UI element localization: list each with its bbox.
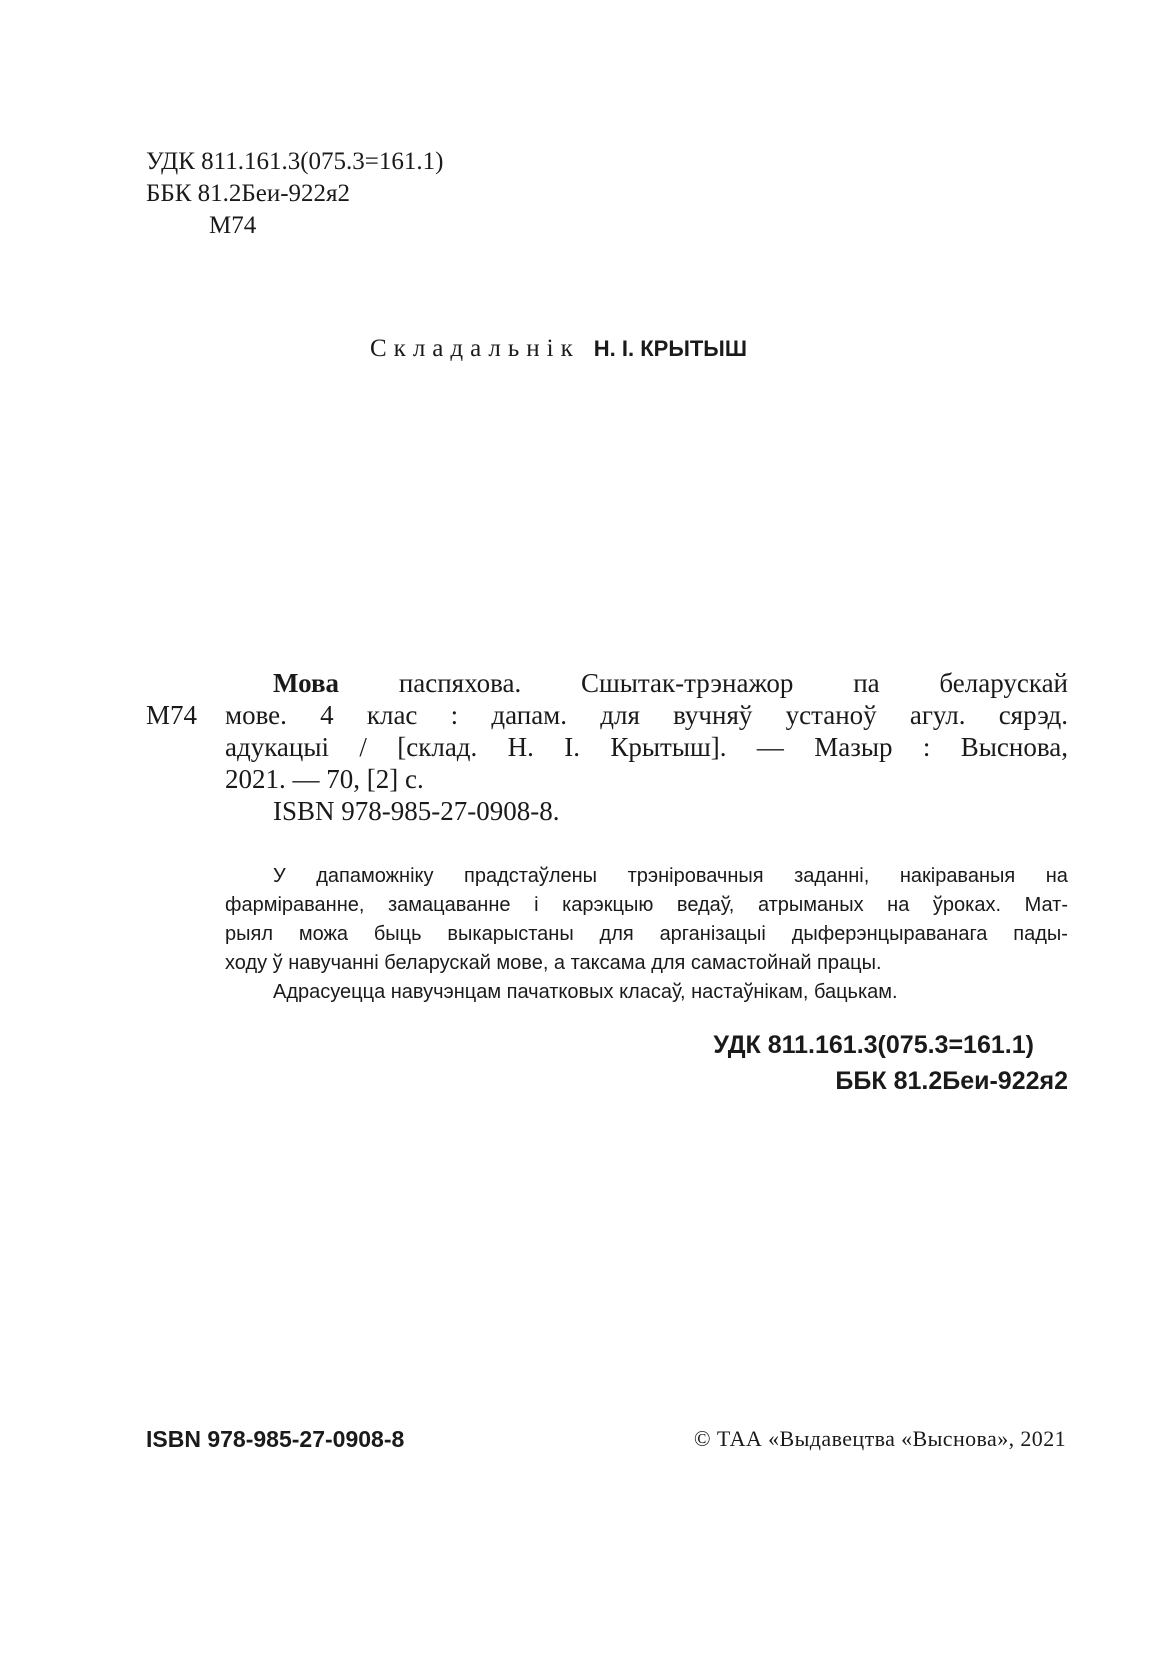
annotation-word: рыял (225, 923, 273, 945)
bibliographic-word: для (600, 700, 640, 730)
annotation-word: ведаў, (676, 894, 735, 916)
bibliographic-word: [склад. (397, 732, 478, 762)
bibliographic-word: агул. (909, 700, 966, 730)
annotation-word: дыферэнцыраванага (791, 923, 988, 945)
annotation-word: заданні, (794, 865, 870, 887)
annotation-word: трэніровачныя (627, 865, 764, 887)
bibliographic-author-code: М74 (146, 700, 198, 730)
bibliographic-word: адукацыі (225, 732, 330, 762)
bibliographic-word: І. (564, 732, 581, 762)
bibliographic-word: : (922, 732, 931, 762)
annotation-word: быць (373, 923, 422, 945)
bibliographic-word: : (450, 700, 459, 730)
bibliographic-word: Крытыш]. (610, 732, 727, 762)
bibliographic-word: Мазыр (814, 732, 893, 762)
isbn-footer: ISBN 978-985-27-0908-8 (146, 1426, 405, 1452)
bibliographic-line-3 (225, 731, 1068, 763)
annotation-word: для (599, 923, 634, 945)
annotation-word: ўроках. (932, 894, 1002, 916)
annotation-word: і (534, 894, 539, 916)
annotation-word: пады- (1013, 923, 1068, 945)
bbk-code: ББК 81.2Беи-922я2 (146, 180, 351, 207)
bibliographic-line-1 (225, 667, 1068, 699)
annotation-word: можа (298, 923, 348, 945)
annotation-word: арганізацыі (659, 923, 766, 945)
annotation-word: У (273, 865, 286, 887)
bibliographic-line-4: 2021. — 70, [2] с. (225, 764, 424, 794)
annotation-line-4: ходу ў навучанні беларускай мове, а таксама для самастойнай працы. (225, 952, 882, 974)
bibliographic-word: Сшытак-трэнажор (580, 668, 794, 698)
compiler-role: Складальнік (370, 335, 580, 362)
classification-codes-bold (713, 1027, 1068, 1099)
annotation-word: выкарыстаны (447, 923, 574, 945)
bibliographic-word: паспяхова. (398, 668, 522, 698)
annotation-word: атрыманых (757, 894, 864, 916)
annotation-word: на (1045, 865, 1068, 887)
annotation-word: карэкцыю (562, 894, 654, 916)
annotation (225, 862, 1068, 1007)
bibliographic-word: вучняў (673, 700, 753, 730)
bibliographic-word: / (359, 732, 367, 762)
bibliographic-word: 4 (320, 700, 334, 730)
udk-code: УДК 811.161.3(075.3=161.1) (146, 148, 444, 175)
annotation-line-5: Адрасуецца навучэнцам пачатковых класаў, настаўнікам, бацькам. (273, 981, 898, 1003)
udk-code-bold: УДК 811.161.3(075.3=161.1) (713, 1031, 1034, 1059)
bibliographic-word: клас (366, 700, 418, 730)
bibliographic-isbn: ISBN 978-985-27-0908-8. (273, 796, 560, 826)
bbk-code-bold: ББК 81.2Беи-922я2 (835, 1067, 1068, 1095)
bibliographic-line-2 (225, 699, 1068, 731)
annotation-word: на (887, 894, 910, 916)
annotation-word: Мат- (1024, 894, 1068, 916)
copyright-notice: © ТАА «Выдавецтва «Выснова», 2021 (693, 1426, 1066, 1451)
annotation-line-3 (225, 920, 1068, 949)
bibliographic-word: устаноў (785, 700, 877, 730)
bibliographic-description (225, 667, 1068, 827)
title-bold: Мова (273, 668, 340, 698)
author-code: М74 (209, 212, 257, 239)
bibliographic-word: беларускай (939, 668, 1068, 698)
bibliographic-word: мове. (225, 700, 287, 730)
annotation-line-1 (225, 862, 1068, 891)
annotation-word: фарміраванне, (225, 894, 365, 916)
annotation-word: дапаможніку (316, 865, 434, 887)
bibliographic-word: Н. (507, 732, 534, 762)
bibliographic-word: сярэд. (998, 700, 1068, 730)
annotation-word: замацаванне (388, 894, 511, 916)
bibliographic-word: па (853, 668, 880, 698)
annotation-word: накіраваныя (899, 865, 1016, 887)
compiler-line (370, 333, 747, 365)
title-word (273, 667, 339, 699)
bibliographic-word: дапам. (491, 700, 568, 730)
annotation-word: прадстаўлены (464, 865, 598, 887)
annotation-line-2 (225, 891, 1068, 920)
bibliographic-word: — (756, 732, 784, 762)
compiler-name: Н. І. КРЫТЫШ (593, 336, 747, 361)
bibliographic-word: Выснова, (960, 732, 1068, 762)
